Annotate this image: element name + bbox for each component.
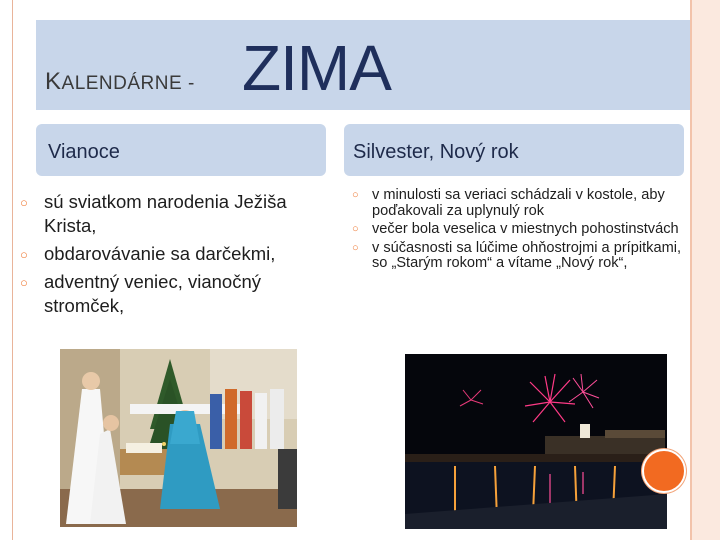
title-prefix-initial: K — [45, 68, 62, 95]
list-item — [20, 190, 340, 238]
heading-box-silvester — [344, 124, 684, 176]
title-prefix-rest: ALENDÁRNE - — [61, 73, 195, 94]
title-prefix — [45, 68, 195, 96]
bullet-icon: ○ — [352, 189, 359, 201]
page-title: ZIMA — [242, 32, 391, 104]
heading-vianoce: Vianoce — [48, 141, 120, 163]
list-item — [352, 241, 687, 272]
list-item-text: v minulosti sa veriaci schádzali v kostole, aby poďakovali za uplynulý rok — [372, 187, 665, 219]
bullet-icon: ○ — [20, 247, 28, 262]
fireworks-photo — [405, 354, 667, 529]
decorative-circle-icon — [642, 449, 686, 493]
heading-box-vianoce — [36, 124, 326, 176]
nativity-play-photo — [60, 349, 297, 527]
left-frame-line — [12, 0, 13, 540]
list-item — [20, 270, 340, 318]
list-item-text: večer bola veselica v miestnych pohostinstvách — [372, 221, 679, 237]
nativity-illustration — [60, 349, 297, 527]
heading-silvester: Silvester, Nový rok — [353, 141, 519, 163]
list-item-text: v súčasnosti sa lúčime ohňostrojmi a prípitkami, so „Starým rokom“ a vítame „Nový rok“, — [372, 239, 682, 271]
vianoce-list — [20, 190, 340, 322]
bullet-icon: ○ — [20, 195, 28, 210]
bullet-icon: ○ — [20, 275, 28, 290]
list-item — [352, 222, 687, 238]
list-item — [20, 242, 340, 266]
list-item-text: sú sviatkom narodenia Ježiša Krista, — [44, 191, 287, 236]
bullet-icon: ○ — [352, 241, 359, 254]
bullet-icon: ○ — [352, 223, 359, 235]
list-item-text: obdarovávanie sa darčekmi, — [44, 243, 276, 264]
fireworks-illustration — [405, 354, 667, 529]
silvester-list — [352, 188, 687, 275]
list-item-text: adventný veniec, vianočný stromček, — [44, 271, 261, 316]
list-item — [352, 188, 687, 219]
right-edge-band — [692, 0, 720, 540]
